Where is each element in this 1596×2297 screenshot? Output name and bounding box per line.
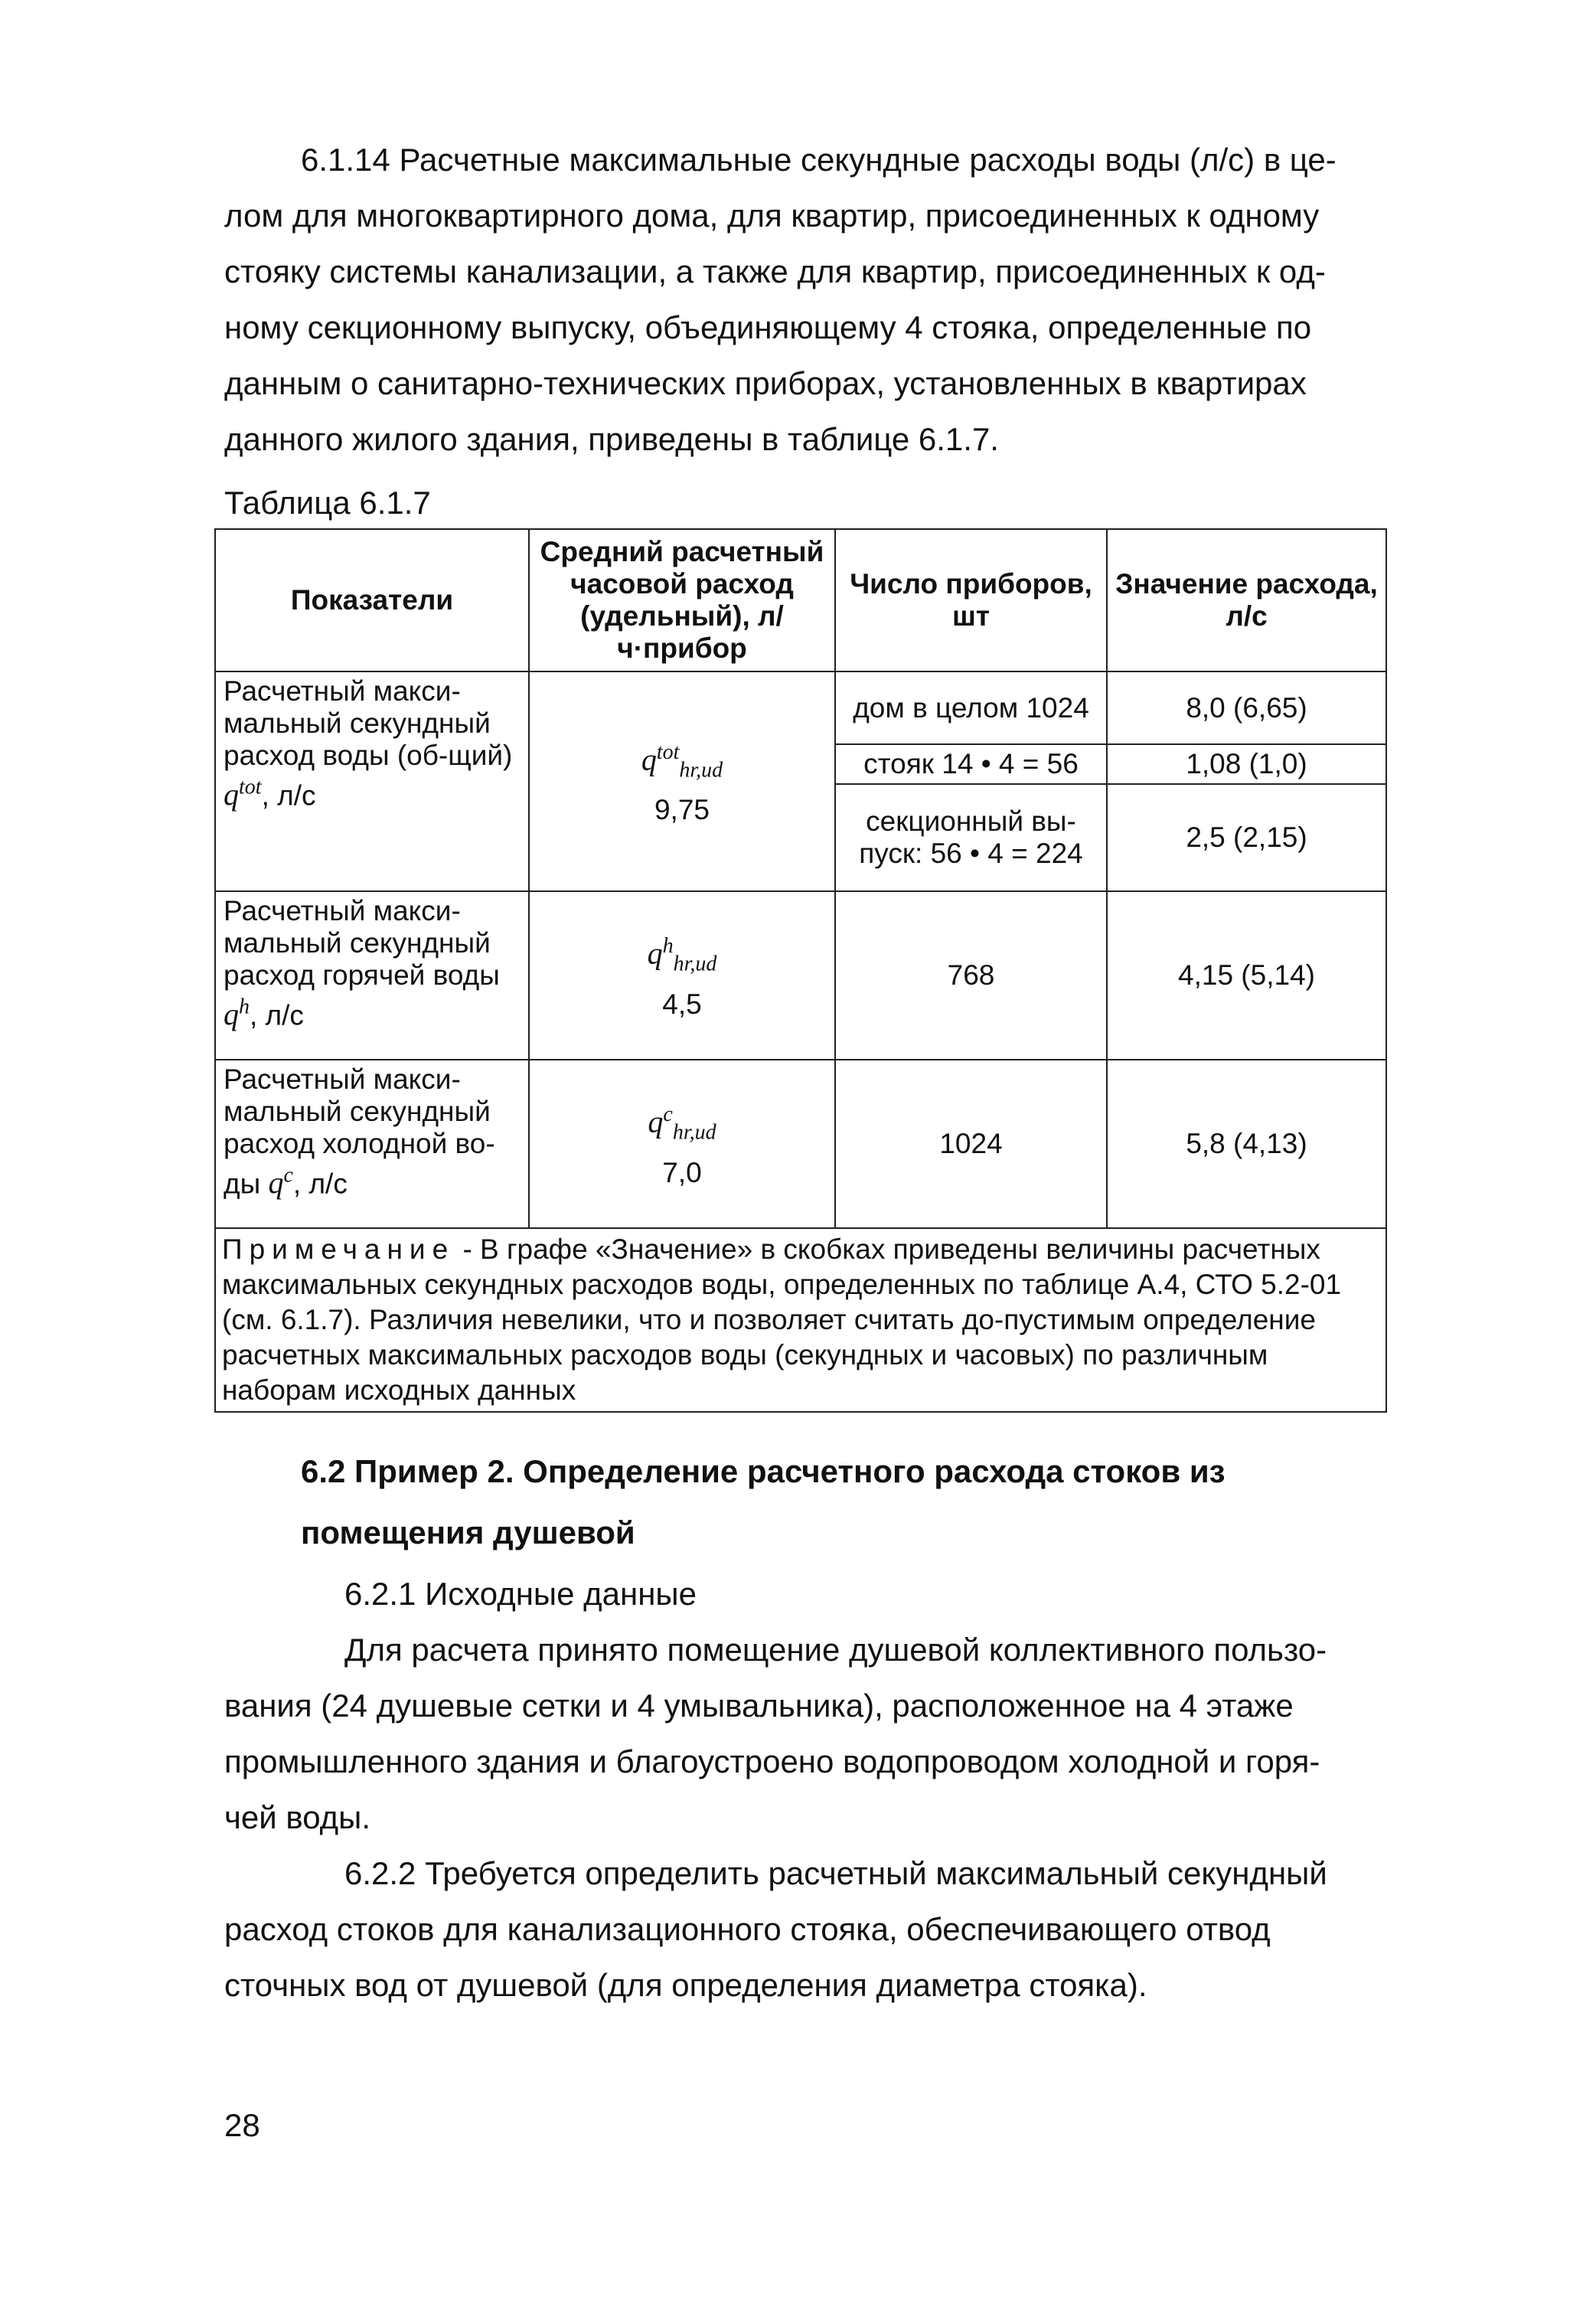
text-line: чей воды. (224, 1799, 371, 1835)
note-label: Примечание (222, 1233, 455, 1265)
formula: $q^{tot}_{hr,ud}$ (641, 740, 723, 783)
subsection-6-2-1: 6.2.1 Исходные данные (344, 1576, 697, 1612)
text-line: ному секционному выпуску, объединяющему 4 стояка, определенные по (224, 309, 1312, 345)
text-line: сточных вод от душевой (для определения диаметра стояка). (224, 1967, 1147, 2003)
note-text: - В графе «Значение» в скобках приведены величины расчетных максимальных секундных расходов воды, определенных по таблице А.4, СТО 5.2-01 (см. 6.1.7). Различия невелики, что и позволяет считать до-пустимым определение расчетных максимальных расходов воды (секундных и часовых) по различным наборам исходных данных (222, 1233, 1342, 1406)
devices-house: дом в целом 1024 (835, 671, 1107, 744)
formula: $q^h_{hr,ud}$ (647, 934, 717, 976)
devices-riser: стояк 14 • 4 = 56 (835, 744, 1107, 784)
header-avg-rate: Средний расчетный часовой расход (удельный), л/ч·прибор (529, 529, 835, 671)
rate-value: 9,75 (654, 794, 710, 826)
text-line: стояку системы канализации, а также для квартир, присоединенных к од- (224, 253, 1326, 289)
text-line: вания (24 душевые сетки и 4 умывальника), расположенное на 4 этаже (224, 1688, 1294, 1724)
value-riser: 1,08 (1,0) (1107, 744, 1386, 784)
header-devices: Число приборов, шт (835, 529, 1107, 671)
table-note (215, 1228, 1386, 1412)
text-line: данного жилого здания, приведены в таблице 6.1.7. (224, 421, 999, 457)
flow-rate-table (214, 528, 1387, 1413)
value-house: 8,0 (6,65) (1107, 671, 1386, 744)
text-line: 6.1.14 Расчетные максимальные секундные расходы воды (л/с) в це- (301, 142, 1337, 178)
rate-value: 7,0 (662, 1156, 702, 1188)
devices-hot: 768 (835, 891, 1107, 1060)
table-row (215, 1060, 1386, 1228)
section-heading-6-2: 6.2 Пример 2. Определение расчетного расхода стоков из помещения душевой (301, 1453, 1226, 1550)
row-label-total: Расчетный макси-мальный секундный расход воды (об-щий) $q^{tot}$, л/с (215, 671, 529, 891)
text-line: данным о санитарно-технических приборах, установленных в квартирах (224, 365, 1307, 401)
text-line: промышленного здания и благоустроено водопроводом холодной и горя- (224, 1743, 1320, 1779)
header-indicators: Показатели (215, 529, 529, 671)
text-line: 6.2.2 Требуется определить расчетный максимальный секундный (344, 1855, 1327, 1891)
paragraph-6-2-1 (224, 1622, 1380, 1845)
rate-cell-cold (529, 1060, 835, 1228)
text-line: лом для многоквартирного дома, для квартир, присоединенных к одному (224, 198, 1320, 234)
row-label-cold: Расчетный макси-мальный секундный расход холодной во-ды $q^c$, л/с (215, 1060, 529, 1228)
devices-cold: 1024 (835, 1060, 1107, 1228)
formula: $q^h$ (224, 995, 250, 1032)
paragraph-6-2-2 (224, 1845, 1380, 2013)
formula: $q^{tot}$ (224, 776, 262, 812)
text-line: расход стоков для канализационного стояка, обеспечивающего отвод (224, 1911, 1271, 1947)
value-cold: 5,8 (4,13) (1107, 1060, 1386, 1228)
table-caption: Таблица 6.1.7 (224, 485, 431, 521)
rate-cell-hot (529, 891, 835, 1060)
formula: $q^c$ (268, 1164, 293, 1201)
rate-cell-total (529, 671, 835, 891)
formula: $q^c_{hr,ud}$ (648, 1103, 716, 1145)
devices-section: секционный вы-пуск: 56 • 4 = 224 (835, 784, 1107, 891)
value-section: 2,5 (2,15) (1107, 784, 1386, 891)
table-row (215, 671, 1386, 744)
page-number: 28 (224, 2107, 260, 2143)
text-line: Для расчета принято помещение душевой коллективного пользо- (344, 1632, 1327, 1668)
header-value: Значение расхода, л/с (1107, 529, 1386, 671)
value-hot: 4,15 (5,14) (1107, 891, 1386, 1060)
table-note-row (215, 1228, 1386, 1412)
rate-value: 4,5 (662, 988, 702, 1020)
table-header-row (215, 529, 1386, 671)
row-label-hot: Расчетный макси-мальный секундный расход горячей воды $q^h$, л/с (215, 891, 529, 1060)
table-row (215, 891, 1386, 1060)
paragraph-6-1-14 (224, 132, 1380, 467)
